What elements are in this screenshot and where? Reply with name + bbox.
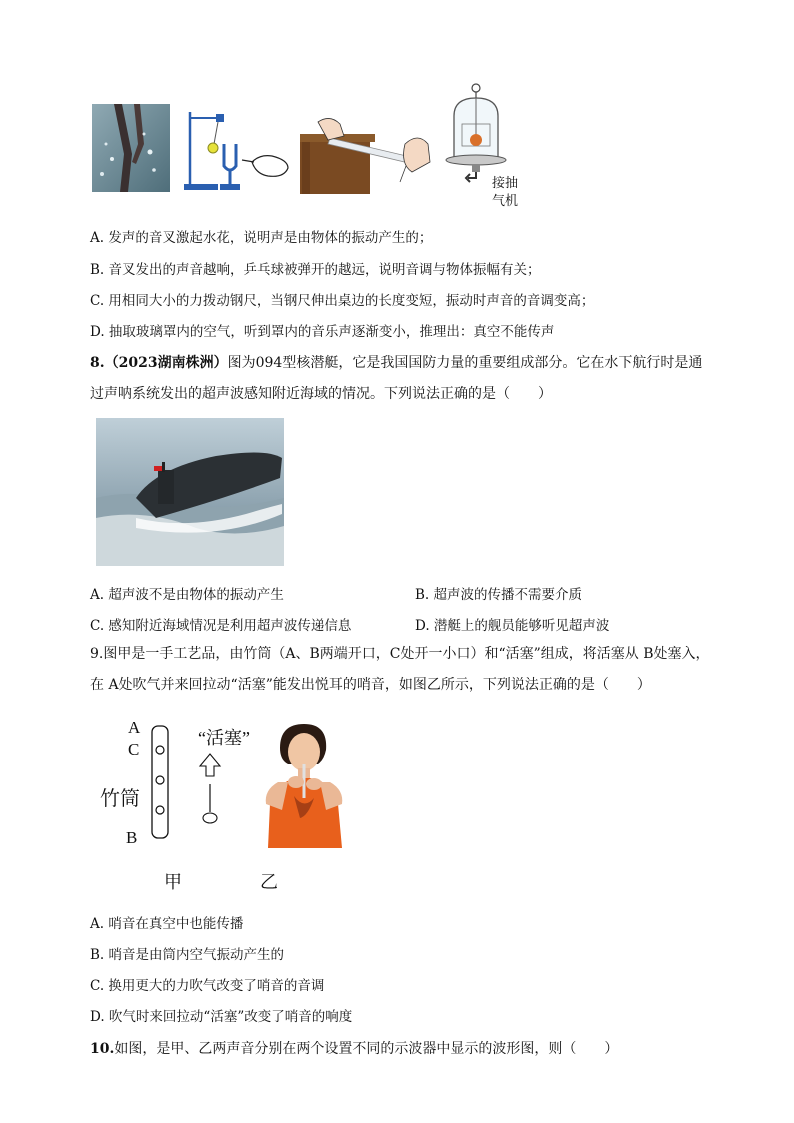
figure-jia-label: 甲 <box>164 872 182 893</box>
q8-option-b[interactable]: B. 超声波的传播不需要介质 <box>415 587 583 603</box>
label-b: B <box>126 828 138 847</box>
q7-option-d[interactable]: D. 抽取玻璃罩内的空气，听到罩内的音乐声逐渐变小，推理出：真空不能传声 <box>90 324 555 340</box>
q9-stem-line2: 在 A处吹气并来回拉动“活塞”能发出悦耳的哨音，如图乙所示，下列说法正确的是（ ） <box>90 677 651 693</box>
q7-option-c[interactable]: C. 用相同大小的力拨动钢尺，当钢尺伸出桌边的长度变短，振动时声音的音调变高； <box>90 293 595 309</box>
figure-yi-label: 乙 <box>260 872 278 893</box>
q8-option-d[interactable]: D. 潜艇上的舰员能够听见超声波 <box>415 618 610 634</box>
q7-option-b[interactable]: B. 音叉发出的声音越响，乒乓球被弹开的越远，说明音调与物体振幅有关； <box>90 262 541 278</box>
submarine-photo <box>96 418 284 566</box>
label-c: C <box>128 740 140 759</box>
label-a: A <box>128 718 141 737</box>
vacuum-pump-label-line1: 接抽 <box>492 176 519 191</box>
q9-option-a[interactable]: A. 哨音在真空中也能传播 <box>90 916 244 932</box>
q9-option-c[interactable]: C. 换用更大的力吹气改变了哨音的音调 <box>90 978 325 994</box>
ruler-table-figure <box>300 114 435 194</box>
tuning-fork-pingpong-figure <box>180 104 295 194</box>
bell-jar-figure <box>440 82 535 212</box>
q8-option-a[interactable]: A. 超声波不是由物体的振动产生 <box>90 587 284 603</box>
q8-option-c[interactable]: C. 感知附近海域情况是利用超声波传递信息 <box>90 618 352 634</box>
piston-label: “活塞” <box>198 728 250 748</box>
vacuum-pump-label-line2: 气机 <box>492 194 519 209</box>
q9-option-d[interactable]: D. 吹气时来回拉动“活塞”改变了哨音的响度 <box>90 1009 353 1025</box>
q10-text: 如图，是甲、乙两声音分别在两个设置不同的示波器中显示的波形图，则（ ） <box>114 1041 619 1057</box>
woman-playing-whistle-photo <box>258 720 350 848</box>
q7-option-a[interactable]: A. 发声的音叉激起水花，说明声是由物体的振动产生的； <box>90 230 433 246</box>
q8-source: （2023湖南株洲） <box>104 355 228 371</box>
q8-text-line1: 图为094型核潜艇，它是我国国防力量的重要组成部分。它在水下航行时是通 <box>227 355 703 371</box>
bamboo-tube-label: 竹筒 <box>100 786 140 810</box>
q10-stem <box>90 1040 618 1058</box>
q8-stem-line2: 过声呐系统发出的超声波感知附近海域的情况。下列说法正确的是（ ） <box>90 386 552 402</box>
q8-number: 8. <box>90 355 105 371</box>
q8-stem-line1 <box>90 354 702 372</box>
q9-stem-line1: 9.图甲是一手工艺品，由竹筒（A、B两端开口，C处开一小口）和“活塞”组成，将活塞从 B处塞入， <box>90 646 710 662</box>
tuning-fork-water-photo <box>92 104 170 192</box>
q9-option-b[interactable]: B. 哨音是由筒内空气振动产生的 <box>90 947 285 963</box>
q10-number: 10. <box>90 1041 115 1057</box>
